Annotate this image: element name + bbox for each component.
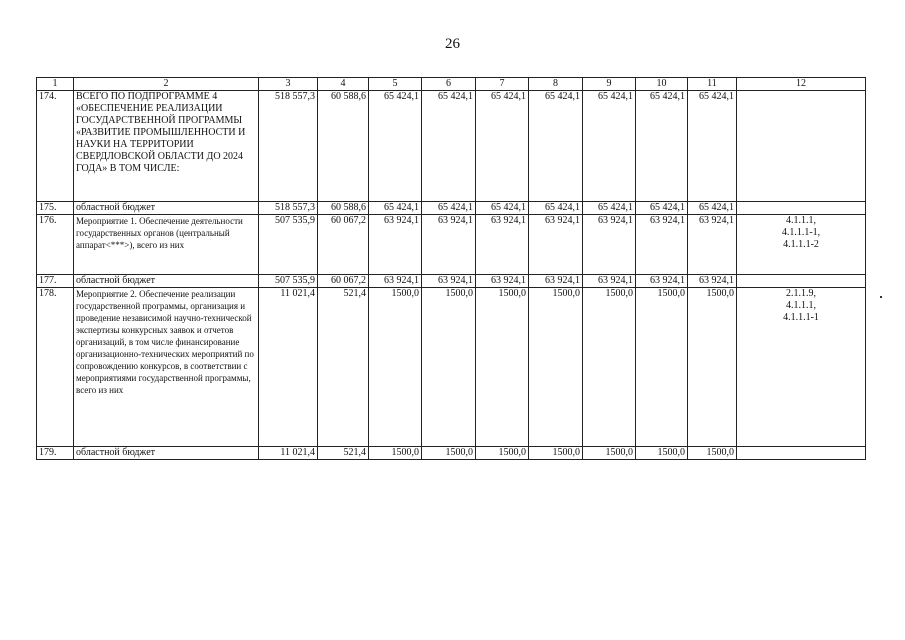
row-value: 63 924,1 xyxy=(369,215,422,275)
row-value: 1500,0 xyxy=(369,447,422,460)
row-description: областной бюджет xyxy=(74,447,259,460)
row-description: областной бюджет xyxy=(74,275,259,288)
row-value: 65 424,1 xyxy=(369,91,422,202)
column-number: 3 xyxy=(259,78,318,91)
scan-speck xyxy=(880,296,882,298)
row-value: 63 924,1 xyxy=(422,275,476,288)
row-description: Мероприятие 1. Обеспечение деятельности государственных органов (центральный аппарат<***>), всего из них xyxy=(74,215,259,275)
row-description: ВСЕГО ПО ПОДПРОГРАММЕ 4 «ОБЕСПЕЧЕНИЕ РЕАЛИЗАЦИИ ГОСУДАРСТВЕННОЙ ПРОГРАММЫ «РАЗВИТИЕ ПРОМЫШЛЕННОСТИ И НАУКИ НА ТЕРРИТОРИИ СВЕРДЛОВСКОЙ ОБЛАСТИ ДО 2024 ГОДА» В ТОМ ЧИСЛЕ: xyxy=(74,91,259,202)
table-row xyxy=(37,275,866,288)
column-number-row xyxy=(37,78,866,91)
row-description: Мероприятие 2. Обеспечение реализации государственной программы, организация и проведение независимой научно-технической экспертизы конкурсных заявок и отчетов организаций, в том числе финансирование организационно-технических мероприятий по сопровождению конкурсов, в соответствии с мероприятиями государственной программы, всего из них xyxy=(74,288,259,447)
row-value: 63 924,1 xyxy=(636,215,688,275)
column-number: 9 xyxy=(583,78,636,91)
row-value: 63 924,1 xyxy=(636,275,688,288)
row-value: 65 424,1 xyxy=(476,91,529,202)
row-index: 177. xyxy=(37,275,74,288)
row-value: 65 424,1 xyxy=(529,202,583,215)
row-value: 507 535,9 xyxy=(259,215,318,275)
row-value: 65 424,1 xyxy=(369,202,422,215)
row-value: 521,4 xyxy=(318,447,369,460)
row-index: 176. xyxy=(37,215,74,275)
row-value: 1500,0 xyxy=(688,447,737,460)
row-value: 1500,0 xyxy=(688,288,737,447)
row-value: 65 424,1 xyxy=(583,202,636,215)
row-value: 63 924,1 xyxy=(688,275,737,288)
column-number: 10 xyxy=(636,78,688,91)
row-codes xyxy=(737,275,866,288)
row-value: 521,4 xyxy=(318,288,369,447)
row-value: 1500,0 xyxy=(476,288,529,447)
row-value: 11 021,4 xyxy=(259,288,318,447)
row-index: 178. xyxy=(37,288,74,447)
row-value: 60 588,6 xyxy=(318,91,369,202)
row-codes xyxy=(737,91,866,202)
program-code: 4.1.1.1-2 xyxy=(783,239,819,250)
program-code: 4.1.1.1-1 xyxy=(783,312,819,323)
program-code: 4.1.1.1-1, xyxy=(781,227,821,238)
row-value: 65 424,1 xyxy=(688,202,737,215)
table-row xyxy=(37,447,866,460)
table-row xyxy=(37,288,866,447)
row-value: 65 424,1 xyxy=(636,91,688,202)
row-value: 1500,0 xyxy=(583,447,636,460)
column-number: 2 xyxy=(74,78,259,91)
row-value: 1500,0 xyxy=(369,288,422,447)
row-codes xyxy=(737,202,866,215)
column-number: 12 xyxy=(737,78,866,91)
row-value: 507 535,9 xyxy=(259,275,318,288)
row-value: 60 588,6 xyxy=(318,202,369,215)
column-number: 8 xyxy=(529,78,583,91)
program-code: 4.1.1.1, xyxy=(786,215,816,226)
table-row xyxy=(37,202,866,215)
row-value: 60 067,2 xyxy=(318,275,369,288)
row-value: 65 424,1 xyxy=(422,202,476,215)
column-number: 5 xyxy=(369,78,422,91)
row-value: 1500,0 xyxy=(583,288,636,447)
row-value: 65 424,1 xyxy=(583,91,636,202)
column-number: 7 xyxy=(476,78,529,91)
row-value: 11 021,4 xyxy=(259,447,318,460)
row-value: 1500,0 xyxy=(422,288,476,447)
row-description: областной бюджет xyxy=(74,202,259,215)
row-value: 63 924,1 xyxy=(476,275,529,288)
program-code: 2.1.1.9, xyxy=(786,288,816,299)
row-value: 1500,0 xyxy=(422,447,476,460)
row-value: 1500,0 xyxy=(636,447,688,460)
row-value: 63 924,1 xyxy=(688,215,737,275)
row-value: 518 557,3 xyxy=(259,91,318,202)
row-value: 63 924,1 xyxy=(529,215,583,275)
program-code: 4.1.1.1, xyxy=(786,300,816,311)
row-value: 60 067,2 xyxy=(318,215,369,275)
table-row xyxy=(37,215,866,275)
row-value: 1500,0 xyxy=(529,447,583,460)
row-value: 1500,0 xyxy=(529,288,583,447)
row-value: 63 924,1 xyxy=(529,275,583,288)
row-value: 63 924,1 xyxy=(422,215,476,275)
column-number: 11 xyxy=(688,78,737,91)
row-value: 65 424,1 xyxy=(636,202,688,215)
row-codes xyxy=(737,447,866,460)
row-value: 65 424,1 xyxy=(529,91,583,202)
row-value: 65 424,1 xyxy=(476,202,529,215)
row-value: 63 924,1 xyxy=(369,275,422,288)
row-value: 63 924,1 xyxy=(476,215,529,275)
row-value: 1500,0 xyxy=(636,288,688,447)
column-number: 4 xyxy=(318,78,369,91)
row-value: 65 424,1 xyxy=(688,91,737,202)
row-value: 1500,0 xyxy=(476,447,529,460)
column-number: 1 xyxy=(37,78,74,91)
row-codes xyxy=(737,288,866,447)
row-value: 63 924,1 xyxy=(583,275,636,288)
table-row xyxy=(37,91,866,202)
page-number: 26 xyxy=(445,36,460,52)
row-value: 65 424,1 xyxy=(422,91,476,202)
row-index: 174. xyxy=(37,91,74,202)
row-value: 518 557,3 xyxy=(259,202,318,215)
row-index: 179. xyxy=(37,447,74,460)
column-number: 6 xyxy=(422,78,476,91)
row-codes xyxy=(737,215,866,275)
row-value: 63 924,1 xyxy=(583,215,636,275)
budget-table xyxy=(36,77,866,460)
row-index: 175. xyxy=(37,202,74,215)
